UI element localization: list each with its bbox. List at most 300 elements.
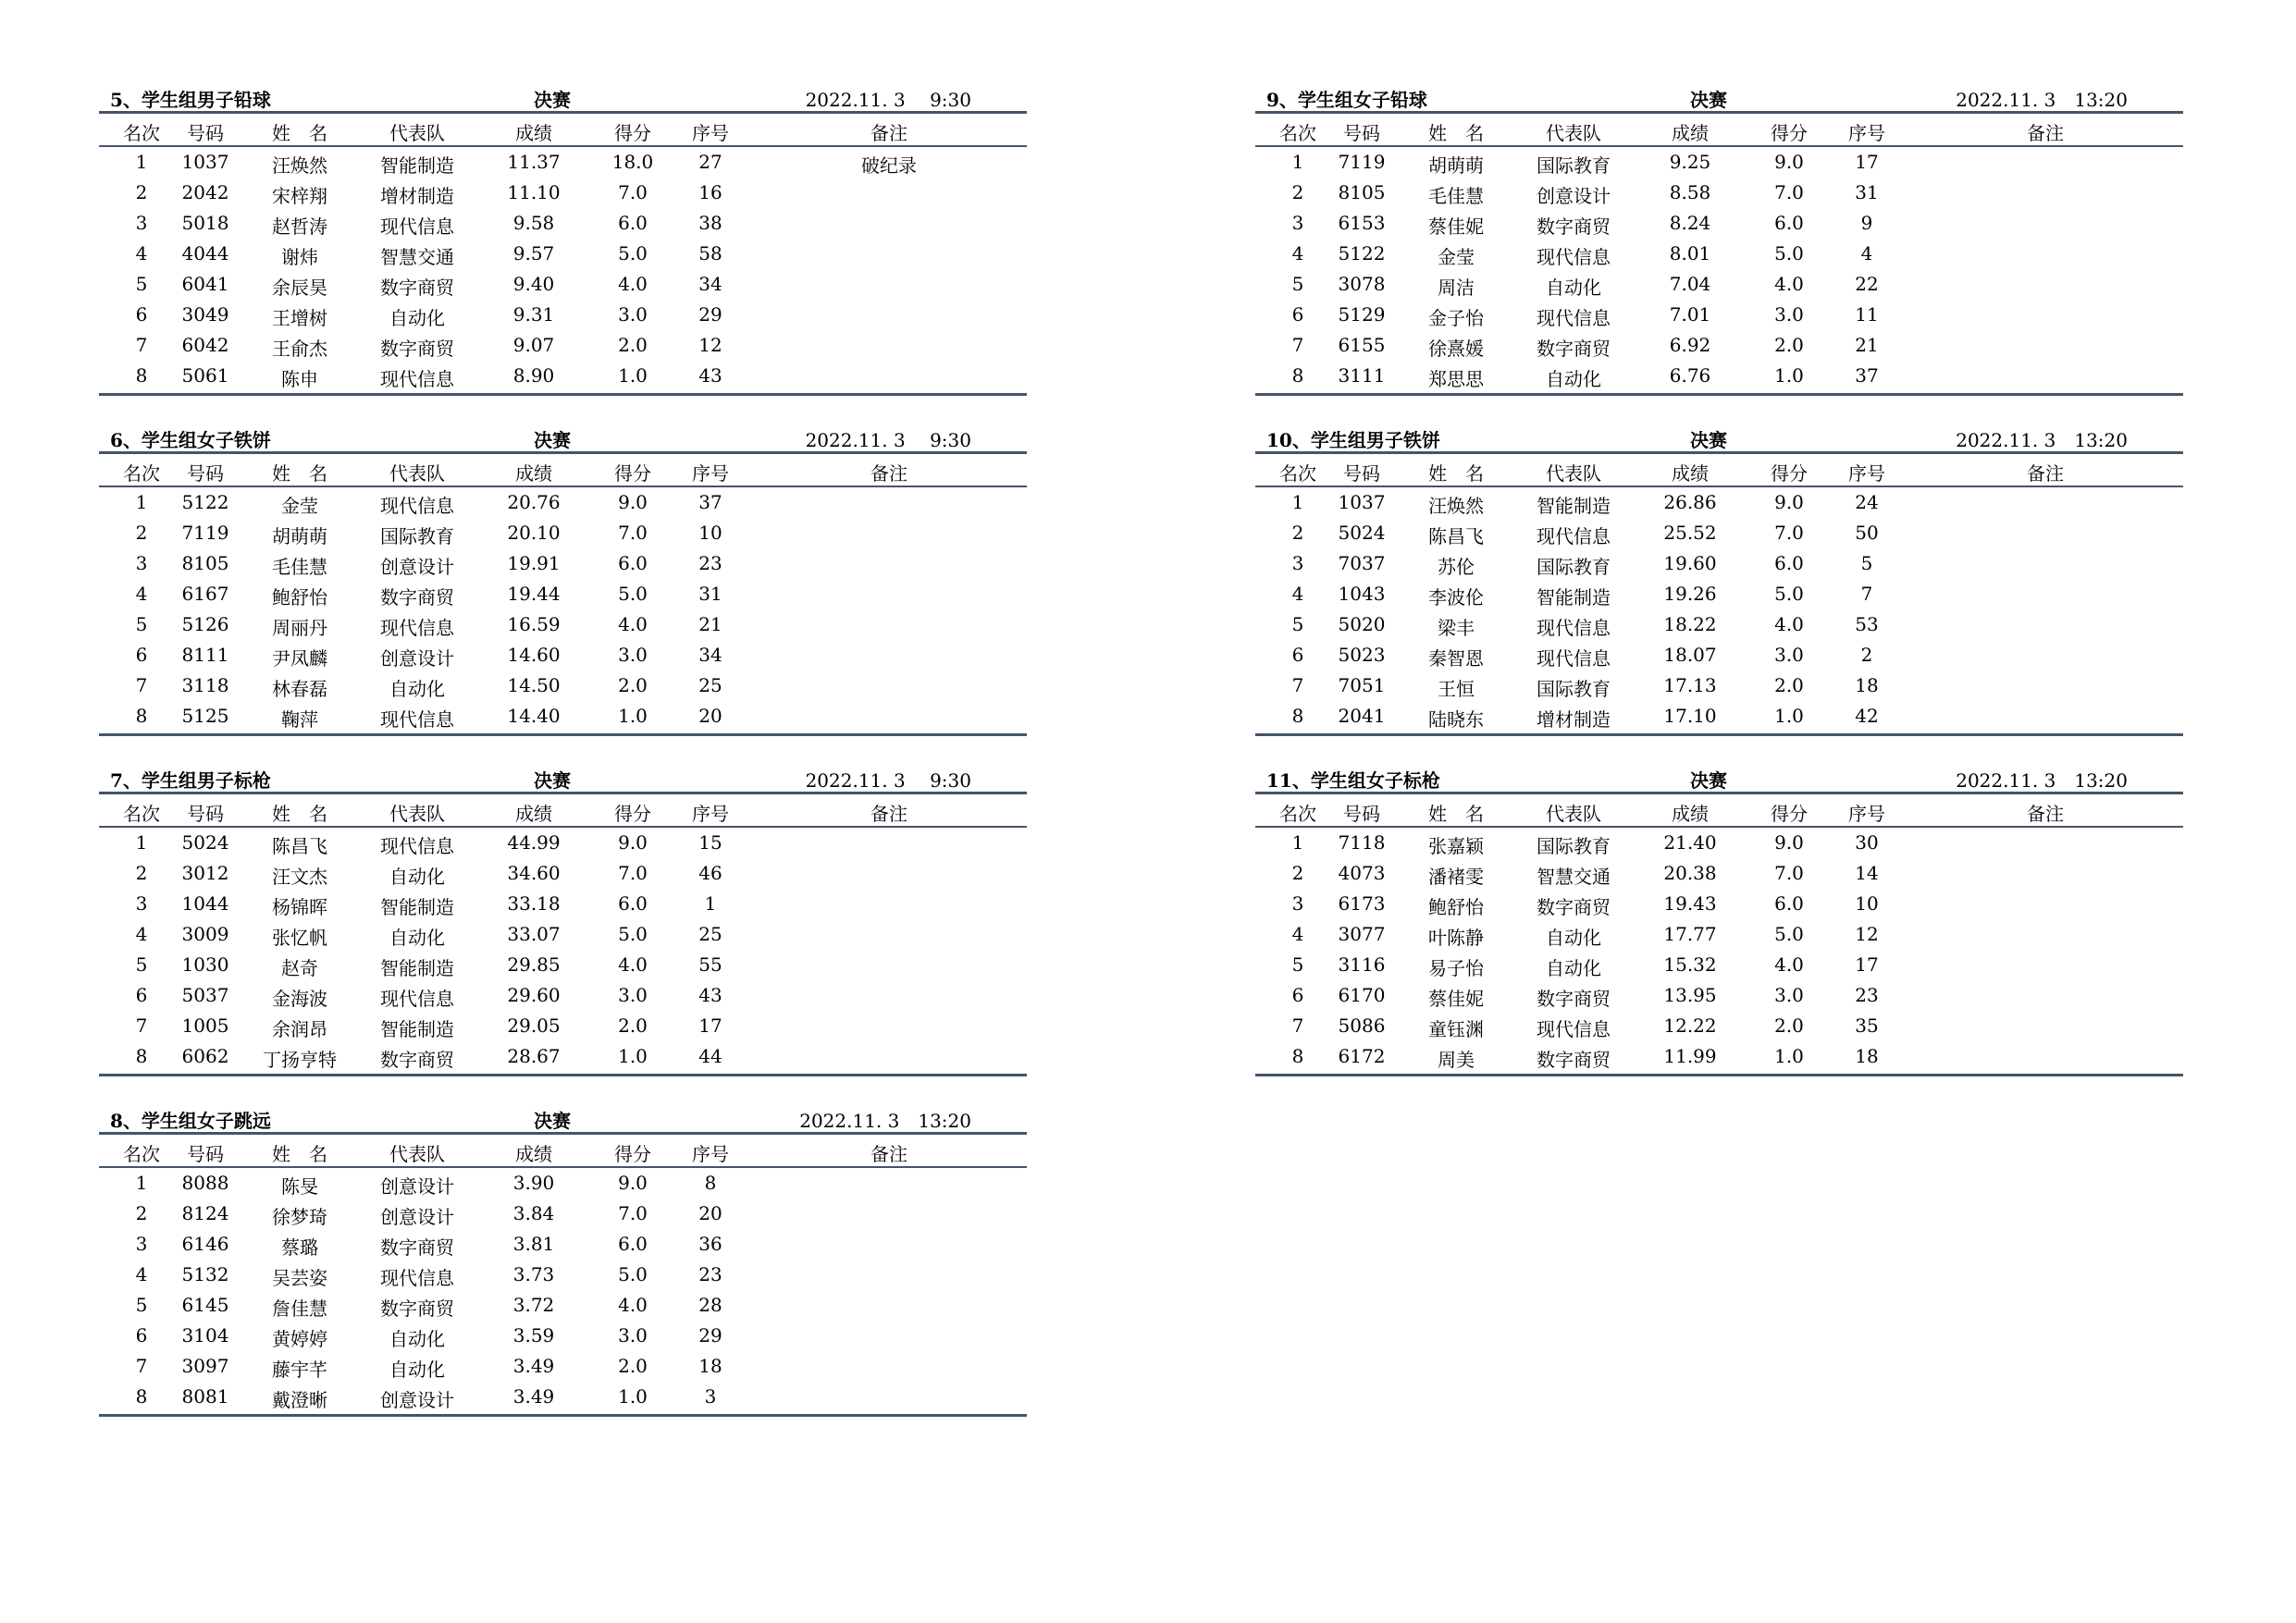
- cell-no: 8111: [181, 644, 229, 666]
- cell-points: 6.0: [618, 1233, 648, 1255]
- cell-team: 现代信息: [1537, 1018, 1611, 1040]
- table-row: [1255, 1041, 2183, 1072]
- cell-result: 11.10: [507, 181, 561, 203]
- cell-team: 智慧交通: [380, 246, 454, 268]
- cell-rank: 6: [1291, 303, 1304, 326]
- cell-points: 7.0: [1774, 522, 1804, 544]
- cell-rank: 1: [1291, 151, 1304, 173]
- cell-points: 9.0: [618, 491, 648, 513]
- cell-rank: 4: [135, 242, 148, 264]
- cell-order: 55: [698, 953, 722, 976]
- cell-team: 现代信息: [1537, 617, 1611, 639]
- cell-name: 金海波: [272, 988, 327, 1010]
- event-title: 5、学生组男子铅球: [110, 89, 271, 111]
- cell-name: 张忆帆: [272, 927, 327, 949]
- cell-team: 国际教育: [1537, 678, 1611, 700]
- cell-order: 17: [1855, 151, 1879, 173]
- cell-points: 9.0: [1774, 491, 1804, 513]
- cell-order: 43: [698, 984, 722, 1006]
- cell-team: 数字商贸: [380, 586, 454, 609]
- cell-name: 王恒: [1438, 678, 1475, 700]
- cell-result: 44.99: [507, 831, 561, 854]
- cell-rank: 4: [1291, 583, 1304, 605]
- table-row: [99, 1041, 1027, 1072]
- cell-team: 数字商贸: [1537, 215, 1611, 238]
- cell-team: 创意设计: [380, 556, 454, 578]
- cell-order: 9: [1860, 212, 1873, 234]
- table-body: [99, 147, 1027, 396]
- cell-name: 周丽丹: [272, 617, 327, 639]
- cell-result: 6.76: [1669, 364, 1711, 387]
- cell-no: 3097: [181, 1355, 229, 1377]
- cell-name: 詹佳慧: [272, 1297, 327, 1320]
- column-header-name: 姓 名: [1428, 462, 1484, 485]
- table-row: [1255, 518, 2183, 548]
- table-row: [1255, 239, 2183, 269]
- cell-rank: 6: [135, 984, 148, 1006]
- event-header: [99, 425, 1027, 454]
- column-header-no: 号码: [187, 1143, 224, 1165]
- cell-name: 陈旻: [281, 1175, 318, 1198]
- cell-order: 27: [698, 151, 722, 173]
- column-header-remark: 备注: [2027, 803, 2064, 825]
- column-header-order: 序号: [1848, 803, 1885, 825]
- cell-no: 2041: [1338, 705, 1386, 727]
- table-row: [99, 147, 1027, 178]
- cell-order: 43: [698, 364, 722, 387]
- cell-team: 自动化: [1546, 927, 1601, 949]
- cell-order: 3: [704, 1385, 717, 1408]
- cell-result: 3.81: [512, 1233, 555, 1255]
- column-header-team: 代表队: [389, 803, 445, 825]
- cell-no: 2042: [181, 181, 229, 203]
- event-title: 11、学生组女子标枪: [1266, 769, 1440, 792]
- column-header-no: 号码: [1343, 803, 1380, 825]
- cell-order: 1: [704, 892, 717, 915]
- table-row: [1255, 858, 2183, 889]
- cell-name: 汪焕然: [272, 154, 327, 177]
- cell-team: 创意设计: [1537, 185, 1611, 207]
- event-time: 2022.11. 3 13:20: [1956, 429, 2128, 451]
- cell-order: 20: [698, 1202, 722, 1224]
- column-header-no: 号码: [187, 122, 224, 144]
- column-header-team: 代表队: [1546, 122, 1601, 144]
- cell-no: 6167: [181, 583, 229, 605]
- table-row: [99, 518, 1027, 548]
- cell-rank: 4: [135, 923, 148, 945]
- table-row: [1255, 980, 2183, 1011]
- cell-result: 20.10: [507, 522, 561, 544]
- cell-order: 10: [698, 522, 722, 544]
- table-row: [99, 1351, 1027, 1382]
- cell-name: 王俞杰: [272, 338, 327, 360]
- cell-no: 6042: [181, 334, 229, 356]
- event-time: 2022.11. 3 13:20: [1956, 769, 2128, 792]
- cell-team: 创意设计: [380, 1175, 454, 1198]
- cell-rank: 3: [1291, 212, 1304, 234]
- event-header: [99, 1106, 1027, 1135]
- cell-team: 现代信息: [380, 835, 454, 857]
- event-table: [99, 1106, 1027, 1417]
- cell-points: 2.0: [618, 1355, 648, 1377]
- cell-result: 19.91: [507, 552, 561, 574]
- cell-name: 宋梓翔: [272, 185, 327, 207]
- cell-team: 数字商贸: [1537, 338, 1611, 360]
- cell-result: 3.90: [512, 1172, 555, 1194]
- cell-team: 创意设计: [380, 1389, 454, 1411]
- cell-no: 3116: [1338, 953, 1386, 976]
- event-stage: 决赛: [534, 1110, 571, 1132]
- cell-points: 6.0: [618, 892, 648, 915]
- event-table: [99, 766, 1027, 1076]
- cell-team: 现代信息: [380, 1267, 454, 1289]
- column-header-name: 姓 名: [272, 462, 327, 485]
- cell-no: 6062: [181, 1045, 229, 1067]
- cell-no: 5061: [181, 364, 229, 387]
- cell-no: 3049: [181, 303, 229, 326]
- cell-team: 现代信息: [380, 495, 454, 517]
- event-table: [1255, 766, 2183, 1076]
- cell-rank: 6: [1291, 644, 1304, 666]
- cell-name: 陈昌飞: [1428, 525, 1484, 547]
- cell-no: 5024: [1338, 522, 1386, 544]
- cell-points: 7.0: [618, 181, 648, 203]
- cell-no: 8105: [181, 552, 229, 574]
- cell-name: 黄婷婷: [272, 1328, 327, 1350]
- event-stage: 决赛: [534, 769, 571, 792]
- cell-order: 20: [698, 705, 722, 727]
- cell-points: 1.0: [618, 364, 648, 387]
- table-row: [99, 487, 1027, 518]
- cell-name: 陈申: [281, 368, 318, 390]
- table-row: [1255, 548, 2183, 579]
- cell-order: 29: [698, 1324, 722, 1346]
- cell-points: 2.0: [618, 334, 648, 356]
- event-title: 7、学生组男子标枪: [110, 769, 271, 792]
- cell-no: 8105: [1338, 181, 1386, 203]
- cell-rank: 3: [1291, 552, 1304, 574]
- cell-team: 自动化: [389, 1359, 445, 1381]
- cell-order: 2: [1860, 644, 1873, 666]
- cell-no: 3078: [1338, 273, 1386, 295]
- cell-team: 国际教育: [380, 525, 454, 547]
- column-header-team: 代表队: [389, 462, 445, 485]
- cell-no: 5125: [181, 705, 229, 727]
- cell-name: 潘褚雯: [1428, 866, 1484, 888]
- cell-result: 8.58: [1669, 181, 1711, 203]
- cell-order: 42: [1855, 705, 1879, 727]
- cell-result: 20.76: [507, 491, 561, 513]
- column-header-remark: 备注: [870, 1143, 907, 1165]
- cell-rank: 3: [135, 212, 148, 234]
- column-header-result: 成绩: [515, 1143, 552, 1165]
- cell-result: 3.73: [512, 1263, 555, 1285]
- cell-points: 2.0: [1774, 1014, 1804, 1037]
- cell-points: 1.0: [618, 1385, 648, 1408]
- table-row: [99, 361, 1027, 391]
- cell-points: 5.0: [618, 242, 648, 264]
- cell-no: 1037: [1338, 491, 1386, 513]
- cell-points: 1.0: [1774, 1045, 1804, 1067]
- cell-points: 4.0: [618, 613, 648, 635]
- cell-name: 胡萌萌: [1428, 154, 1484, 177]
- column-header-rank: 名次: [1279, 122, 1316, 144]
- cell-rank: 2: [135, 181, 148, 203]
- column-header-name: 姓 名: [1428, 803, 1484, 825]
- cell-name: 丁扬亨特: [263, 1049, 337, 1071]
- cell-points: 6.0: [1774, 552, 1804, 574]
- cell-name: 徐梦琦: [272, 1206, 327, 1228]
- table-body: [1255, 828, 2183, 1076]
- cell-rank: 7: [135, 1014, 148, 1037]
- cell-order: 12: [698, 334, 722, 356]
- cell-order: 7: [1860, 583, 1873, 605]
- cell-no: 5018: [181, 212, 229, 234]
- cell-order: 23: [698, 1263, 722, 1285]
- column-header-result: 成绩: [1672, 803, 1709, 825]
- cell-name: 陆晓东: [1428, 708, 1484, 731]
- cell-points: 6.0: [618, 212, 648, 234]
- cell-no: 8088: [181, 1172, 229, 1194]
- cell-no: 7119: [181, 522, 229, 544]
- cell-points: 2.0: [1774, 334, 1804, 356]
- column-header-name: 姓 名: [272, 122, 327, 144]
- cell-order: 37: [698, 491, 722, 513]
- column-header-result: 成绩: [515, 803, 552, 825]
- cell-no: 6170: [1338, 984, 1386, 1006]
- table-row: [99, 1168, 1027, 1199]
- cell-order: 23: [698, 552, 722, 574]
- cell-points: 3.0: [618, 1324, 648, 1346]
- cell-result: 14.50: [507, 674, 561, 696]
- table-row: [1255, 300, 2183, 330]
- event-title: 10、学生组男子铁饼: [1266, 429, 1440, 451]
- cell-points: 6.0: [618, 552, 648, 574]
- column-header-row: [99, 794, 1027, 828]
- cell-result: 3.72: [512, 1294, 555, 1316]
- event-table: [99, 425, 1027, 736]
- cell-remark: 破纪录: [861, 154, 917, 177]
- cell-points: 3.0: [1774, 984, 1804, 1006]
- cell-rank: 2: [135, 1202, 148, 1224]
- cell-result: 12.22: [1663, 1014, 1717, 1037]
- column-header-row: [99, 1135, 1027, 1168]
- cell-name: 鞠萍: [281, 708, 318, 731]
- event-table: [1255, 85, 2183, 396]
- cell-points: 4.0: [618, 1294, 648, 1316]
- cell-name: 汪文杰: [272, 866, 327, 888]
- table-row: [99, 269, 1027, 300]
- cell-team: 现代信息: [1537, 246, 1611, 268]
- cell-result: 18.07: [1663, 644, 1717, 666]
- cell-points: 9.0: [618, 1172, 648, 1194]
- cell-result: 3.59: [512, 1324, 555, 1346]
- cell-rank: 8: [135, 1385, 148, 1408]
- cell-result: 21.40: [1663, 831, 1717, 854]
- column-header-rank: 名次: [123, 462, 160, 485]
- cell-result: 34.60: [507, 862, 561, 884]
- table-row: [1255, 701, 2183, 732]
- cell-result: 11.99: [1663, 1045, 1717, 1067]
- cell-order: 18: [698, 1355, 722, 1377]
- cell-team: 增材制造: [380, 185, 454, 207]
- cell-points: 18.0: [611, 151, 654, 173]
- column-header-points: 得分: [614, 803, 651, 825]
- cell-points: 5.0: [1774, 583, 1804, 605]
- cell-no: 5037: [181, 984, 229, 1006]
- cell-order: 17: [698, 1014, 722, 1037]
- cell-order: 14: [1855, 862, 1879, 884]
- cell-points: 1.0: [1774, 705, 1804, 727]
- table-body: [1255, 147, 2183, 396]
- cell-result: 3.84: [512, 1202, 555, 1224]
- cell-no: 3077: [1338, 923, 1386, 945]
- column-header-order: 序号: [692, 803, 729, 825]
- event-stage: 决赛: [1690, 89, 1727, 111]
- column-header-points: 得分: [1771, 462, 1808, 485]
- cell-points: 1.0: [618, 705, 648, 727]
- cell-result: 17.10: [1663, 705, 1717, 727]
- cell-team: 自动化: [1546, 957, 1601, 979]
- event-header: [1255, 425, 2183, 454]
- cell-name: 陈昌飞: [272, 835, 327, 857]
- table-row: [1255, 670, 2183, 701]
- cell-points: 4.0: [1774, 273, 1804, 295]
- column-header-team: 代表队: [1546, 462, 1601, 485]
- cell-rank: 7: [135, 674, 148, 696]
- cell-no: 3012: [181, 862, 229, 884]
- cell-rank: 1: [1291, 491, 1304, 513]
- cell-order: 18: [1855, 1045, 1879, 1067]
- cell-name: 鲍舒怡: [272, 586, 327, 609]
- cell-no: 5122: [1338, 242, 1386, 264]
- cell-result: 9.25: [1669, 151, 1711, 173]
- cell-no: 4073: [1338, 862, 1386, 884]
- table-row: [99, 889, 1027, 919]
- cell-result: 17.77: [1663, 923, 1717, 945]
- cell-order: 31: [698, 583, 722, 605]
- table-row: [99, 208, 1027, 239]
- cell-name: 周洁: [1438, 277, 1475, 299]
- cell-result: 9.07: [512, 334, 555, 356]
- cell-rank: 4: [135, 583, 148, 605]
- cell-rank: 7: [1291, 674, 1304, 696]
- column-header-row: [1255, 114, 2183, 147]
- table-row: [99, 950, 1027, 980]
- cell-points: 2.0: [1774, 674, 1804, 696]
- column-header-points: 得分: [614, 462, 651, 485]
- cell-team: 数字商贸: [380, 1236, 454, 1259]
- column-header-name: 姓 名: [272, 803, 327, 825]
- cell-result: 18.22: [1663, 613, 1717, 635]
- cell-no: 7051: [1338, 674, 1386, 696]
- cell-points: 2.0: [618, 1014, 648, 1037]
- cell-name: 赵奇: [281, 957, 318, 979]
- cell-order: 5: [1860, 552, 1873, 574]
- cell-order: 12: [1855, 923, 1879, 945]
- cell-team: 现代信息: [1537, 307, 1611, 329]
- cell-team: 智能制造: [1537, 495, 1611, 517]
- table-body: [99, 1168, 1027, 1417]
- cell-no: 1030: [181, 953, 229, 976]
- cell-name: 徐熹媛: [1428, 338, 1484, 360]
- cell-rank: 5: [135, 273, 148, 295]
- table-row: [99, 239, 1027, 269]
- event-stage: 决赛: [534, 429, 571, 451]
- column-header-remark: 备注: [2027, 122, 2064, 144]
- cell-name: 金莹: [281, 495, 318, 517]
- table-row: [1255, 919, 2183, 950]
- cell-rank: 8: [135, 364, 148, 387]
- column-header-no: 号码: [1343, 122, 1380, 144]
- table-row: [99, 1011, 1027, 1041]
- cell-rank: 2: [1291, 181, 1304, 203]
- cell-points: 5.0: [618, 1263, 648, 1285]
- table-row: [1255, 828, 2183, 858]
- cell-result: 14.60: [507, 644, 561, 666]
- cell-rank: 8: [1291, 1045, 1304, 1067]
- table-row: [99, 300, 1027, 330]
- cell-name: 苏伦: [1438, 556, 1475, 578]
- cell-rank: 5: [1291, 953, 1304, 976]
- table-body: [1255, 487, 2183, 736]
- cell-team: 现代信息: [1537, 525, 1611, 547]
- cell-rank: 2: [135, 522, 148, 544]
- cell-rank: 1: [135, 831, 148, 854]
- cell-result: 25.52: [1663, 522, 1717, 544]
- column-header-rank: 名次: [1279, 803, 1316, 825]
- cell-no: 5122: [181, 491, 229, 513]
- column-header-result: 成绩: [515, 462, 552, 485]
- column-header-rank: 名次: [123, 122, 160, 144]
- cell-rank: 5: [1291, 273, 1304, 295]
- table-row: [99, 1321, 1027, 1351]
- column-header-order: 序号: [692, 462, 729, 485]
- table-row: [1255, 147, 2183, 178]
- cell-rank: 4: [135, 1263, 148, 1285]
- table-row: [99, 858, 1027, 889]
- event-title: 9、学生组女子铅球: [1266, 89, 1427, 111]
- cell-result: 29.85: [507, 953, 561, 976]
- cell-name: 金子怡: [1428, 307, 1484, 329]
- cell-order: 34: [698, 644, 722, 666]
- cell-points: 3.0: [618, 984, 648, 1006]
- cell-result: 8.90: [512, 364, 555, 387]
- cell-name: 张嘉颖: [1428, 835, 1484, 857]
- column-header-team: 代表队: [389, 122, 445, 144]
- cell-team: 自动化: [389, 678, 445, 700]
- event-title: 6、学生组女子铁饼: [110, 429, 271, 451]
- cell-points: 5.0: [618, 583, 648, 605]
- cell-order: 23: [1855, 984, 1879, 1006]
- cell-result: 29.60: [507, 984, 561, 1006]
- cell-rank: 5: [135, 613, 148, 635]
- cell-team: 数字商贸: [380, 338, 454, 360]
- cell-no: 1005: [181, 1014, 229, 1037]
- cell-order: 16: [698, 181, 722, 203]
- event-stage: 决赛: [1690, 429, 1727, 451]
- cell-order: 44: [698, 1045, 722, 1067]
- column-header-row: [99, 114, 1027, 147]
- cell-team: 国际教育: [1537, 835, 1611, 857]
- cell-team: 智能制造: [380, 957, 454, 979]
- cell-team: 自动化: [389, 1328, 445, 1350]
- table-row: [99, 828, 1027, 858]
- column-header-remark: 备注: [870, 803, 907, 825]
- cell-name: 汪焕然: [1428, 495, 1484, 517]
- cell-points: 7.0: [618, 522, 648, 544]
- cell-team: 数字商贸: [380, 1049, 454, 1071]
